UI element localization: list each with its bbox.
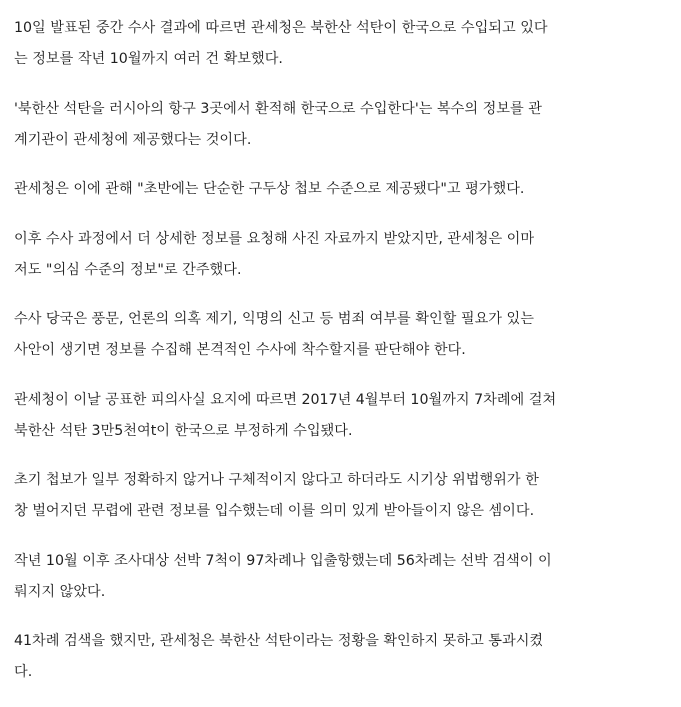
- paragraph-line: 계기관이 관세청에 제공했다는 것이다.: [14, 131, 252, 148]
- paragraph-line: 다.: [14, 664, 33, 680]
- paragraph-line: '북한산 석탄을 러시아의 항구 3곳에서 환적해 한국으로 수입한다'는 복수의 정보를 관: [14, 100, 542, 117]
- paragraph-line: 수사 당국은 풍문, 언론의 의혹 제기, 익명의 신고 등 범죄 여부를 확인할 필요가 있는: [14, 311, 534, 327]
- paragraph: [14, 385, 674, 447]
- paragraph: [14, 546, 674, 608]
- paragraph: [14, 224, 674, 286]
- paragraph-line: 작년 10월 이후 조사대상 선박 7척이 97차례나 입출항했는데 56차례는 선박 검색이 이: [14, 552, 552, 569]
- paragraph: [14, 94, 674, 156]
- paragraph-line: 창 벌어지던 무렵에 관련 정보를 입수했는데 이를 의미 있게 받아들이지 않은 셈이다.: [14, 503, 535, 519]
- paragraph: [14, 304, 674, 366]
- paragraph-line: 초기 첩보가 일부 정확하지 않거나 구체적이지 않다고 하더라도 시기상 위법행위가 한: [14, 472, 539, 488]
- paragraph-line: 관세청이 이날 공표한 피의사실 요지에 따르면 2017년 4월부터 10월까지 7차례에 걸쳐: [14, 391, 557, 408]
- paragraph-line: 이후 수사 과정에서 더 상세한 정보를 요청해 사진 자료까지 받았지만, 관세청은 이마: [14, 230, 535, 247]
- paragraph: [14, 626, 674, 688]
- article-body: [14, 13, 674, 707]
- paragraph: [14, 174, 674, 205]
- paragraph-line: 뤄지지 않았다.: [14, 583, 106, 600]
- paragraph-line: 10일 발표된 중간 수사 결과에 따르면 관세청은 북한산 석탄이 한국으로 수입되고 있다: [14, 20, 548, 36]
- paragraph: [14, 465, 674, 527]
- paragraph-line: 사안이 생기면 정보를 수집해 본격적인 수사에 착수할지를 판단해야 한다.: [14, 342, 466, 358]
- paragraph: [14, 13, 674, 75]
- paragraph-line: 41차례 검색을 했지만, 관세청은 북한산 석탄이라는 정황을 확인하지 못하고 통과시켰: [14, 633, 544, 649]
- paragraph-line: 저도 "의심 수준의 정보"로 간주했다.: [14, 261, 242, 278]
- paragraph-line: 관세청은 이에 관해 "초반에는 단순한 구두상 첩보 수준으로 제공됐다"고 평가했다.: [14, 181, 525, 197]
- paragraph-line: 는 정보를 작년 10월까지 여러 건 확보했다.: [14, 51, 283, 67]
- paragraph-line: 북한산 석탄 3만5천여t이 한국으로 부정하게 수입됐다.: [14, 422, 353, 439]
